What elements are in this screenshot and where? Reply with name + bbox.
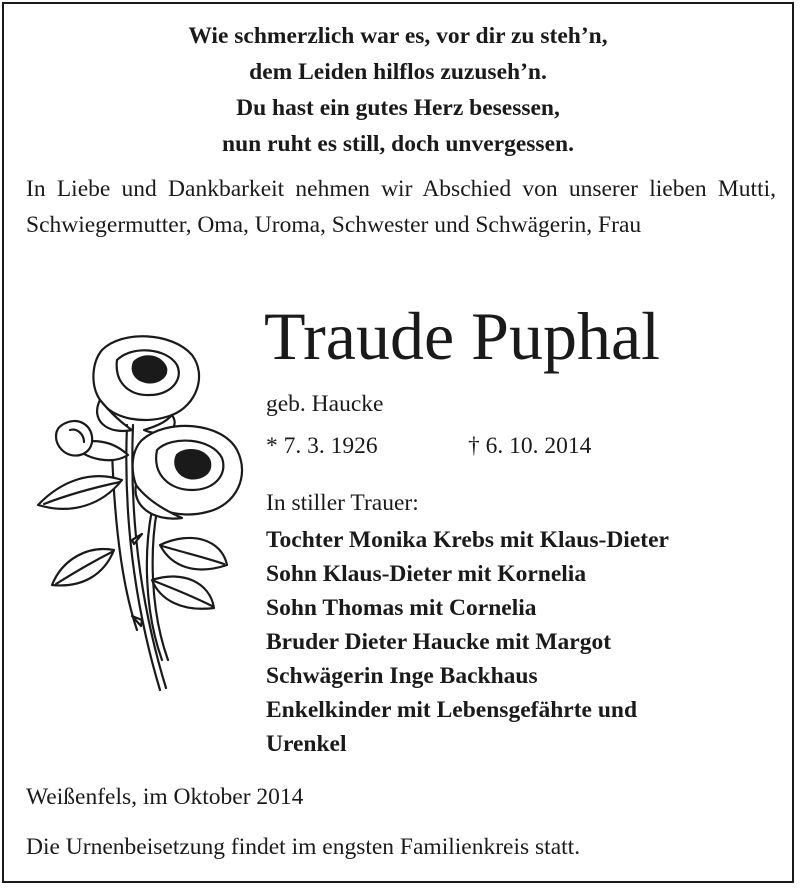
poem-line: Wie schmerzlich war es, vor dir zu steh’n,	[188, 23, 608, 49]
poem-line: Du hast ein gutes Herz besessen,	[236, 95, 560, 121]
poem-line: dem Leiden hilflos zuzuseh’n.	[249, 59, 547, 85]
mourner-line: Bruder Dieter Haucke mit Margot	[266, 629, 612, 655]
mourner-line: Sohn Klaus-Dieter mit Kornelia	[266, 561, 587, 587]
burial-note: Die Urnenbeisetzung findet im engsten Familienkreis statt.	[26, 834, 581, 860]
deceased-name: Traude Puphal	[264, 298, 661, 374]
mourners-label: In stiller Trauer:	[266, 490, 419, 516]
poem-line: nun ruht es still, doch unvergessen.	[222, 131, 574, 157]
mourners-list	[266, 523, 786, 761]
place-date: Weißenfels, im Oktober 2014	[26, 784, 304, 810]
mourner-line: Urenkel	[266, 731, 347, 757]
intro-text: In Liebe und Dankbarkeit nehmen wir Abschied von unserer lieben Mutti, Schwiegermutter, Oma, Uroma, Schwester und Schwägerin, Frau	[26, 176, 776, 238]
mourner-line: Tochter Monika Krebs mit Klaus-Dieter	[266, 527, 669, 553]
poem	[0, 18, 796, 162]
maiden-name: geb. Haucke	[266, 391, 384, 417]
birth-date: * 7. 3. 1926	[266, 433, 378, 459]
mourner-line: Enkelkinder mit Lebensgefährte und	[266, 697, 638, 723]
mourner-line: Sohn Thomas mit Cornelia	[266, 595, 537, 621]
rose-icon	[32, 330, 262, 700]
death-date: † 6. 10. 2014	[468, 433, 592, 459]
mourner-line: Schwägerin Inge Backhaus	[266, 663, 538, 689]
